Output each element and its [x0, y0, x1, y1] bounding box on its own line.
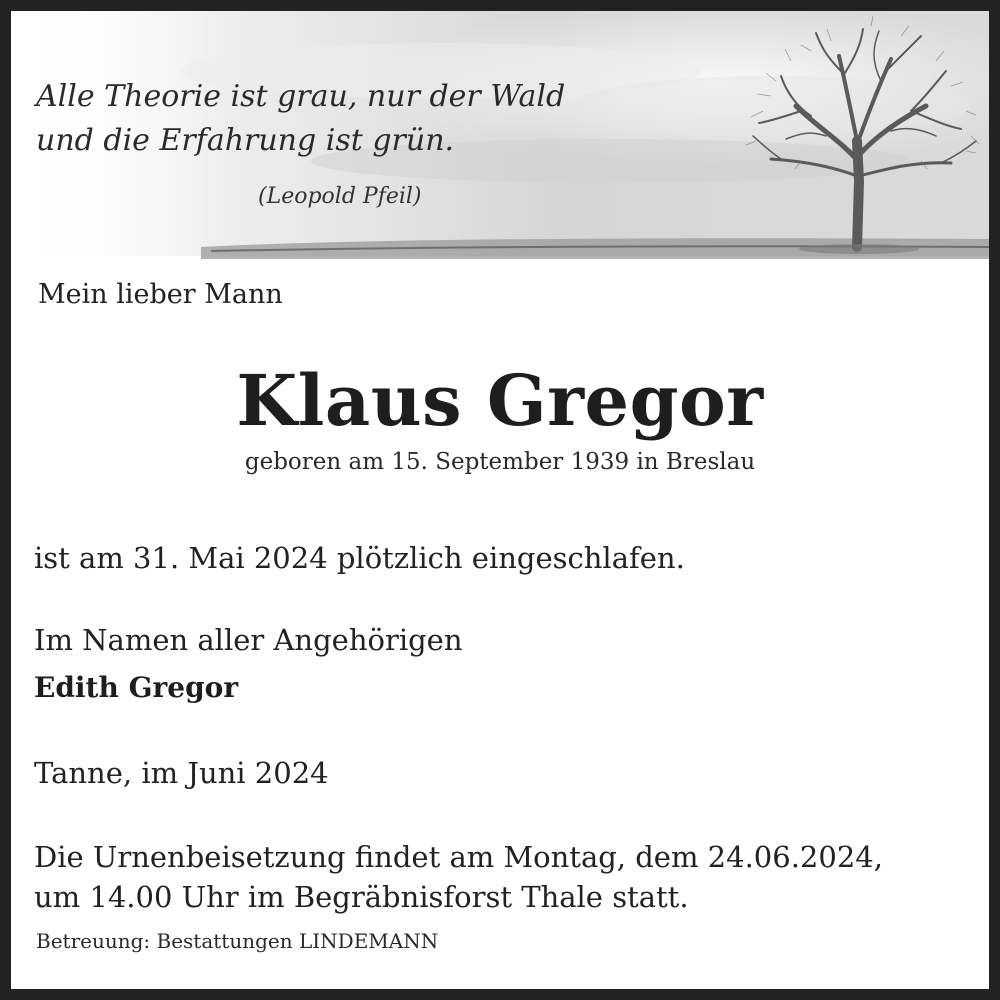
death-statement: ist am 31. Mai 2024 plötzlich eingeschlafen. — [34, 541, 685, 575]
place-date: Tanne, im Juni 2024 — [34, 756, 329, 790]
ceremony-line-2: um 14.00 Uhr im Begräbnisforst Thale statt. — [34, 880, 689, 914]
signatory-name: Edith Gregor — [34, 671, 239, 704]
ceremony-line-1: Die Urnenbeisetzung findet am Montag, dem 24.06.2024, — [34, 840, 883, 874]
birth-info: geboren am 15. September 1939 in Breslau — [244, 449, 756, 475]
family-line: Im Namen aller Angehörigen — [34, 623, 463, 657]
deceased-name: Klaus Gregor — [236, 359, 764, 442]
motto-line-2: und die Erfahrung ist grün. — [36, 123, 455, 158]
funeral-home-note: Betreuung: Bestattungen LINDEMANN — [36, 929, 439, 953]
motto-line-1: Alle Theorie ist grau, nur der Wald — [36, 79, 566, 114]
intro-text: Mein lieber Mann — [38, 279, 283, 310]
motto-author: (Leopold Pfeil) — [258, 184, 422, 209]
